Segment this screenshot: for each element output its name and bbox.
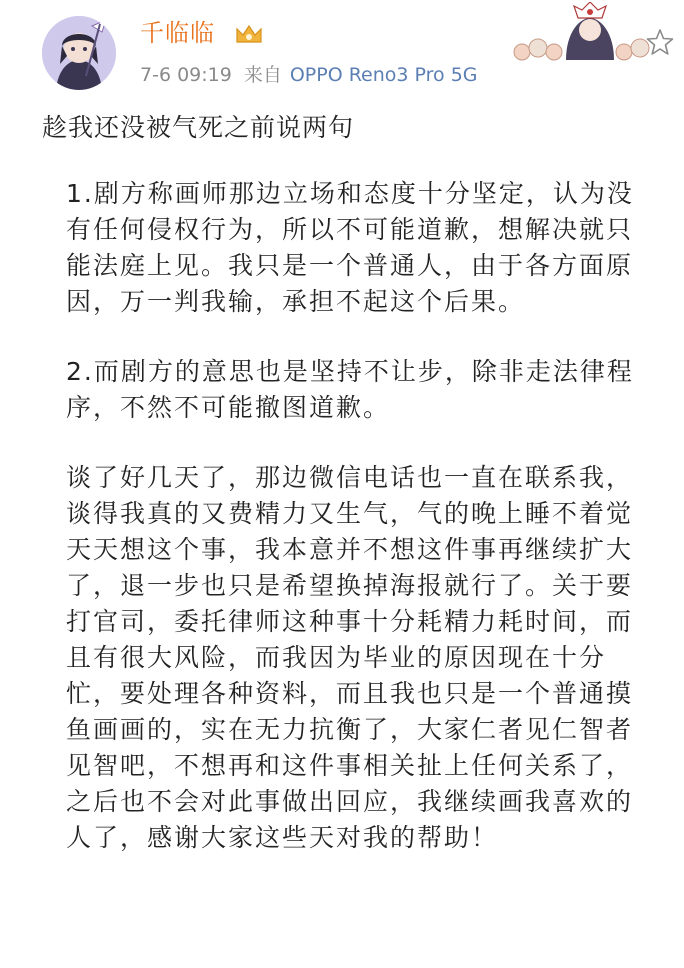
device-link[interactable]: OPPO Reno3 Pro 5G: [289, 64, 478, 86]
post-paragraph-3: 谈了好几天了，那边微信电话也一直在联系我，谈得我真的又费精力又生气，气的晚上睡不着觉天天想这个事，我本意并不想这件事再继续扩大了，退一步也只是希望换掉海报就行了。关于要打官司，委托律师这种事十分耗精力耗时间，而且有很大风险，而我因为毕业的原因现在十分忙，要处理各种资料，而且我也只是一个普通摸鱼画画的，实在无力抗衡了，大家仁者见仁智者见智吧，不想再和这件事相关扯上任何关系了，之后也不会对此事做出回应，我继续画我喜欢的人了，感谢大家这些天对我的帮助！: [66, 463, 634, 852]
post-header: [0, 0, 684, 100]
author-name[interactable]: 千临临: [140, 19, 215, 47]
star-outline-icon[interactable]: [646, 28, 674, 56]
post-intro: 趁我还没被气死之前说两句: [42, 113, 355, 142]
avatar[interactable]: [42, 16, 116, 90]
avatar-image: [42, 16, 116, 90]
post-meta: [140, 62, 478, 88]
crown-vip-icon: [234, 22, 264, 46]
post-body: [42, 110, 662, 856]
source-prefix: 来自: [243, 64, 282, 86]
post-paragraph-2: 2.而剧方的意思也是坚持不让步，除非走法律程序，不然不可能撤图道歉。: [66, 357, 634, 422]
post-paragraph-1: 1.剧方称画师那边立场和态度十分坚定，认为没有任何侵权行为，所以不可能道歉，想解决就只能法庭上见。我只是一个普通人，由于各方面原因，万一判我输，承担不起这个后果。: [66, 179, 634, 316]
post-time: 7-6 09:19: [140, 64, 232, 86]
